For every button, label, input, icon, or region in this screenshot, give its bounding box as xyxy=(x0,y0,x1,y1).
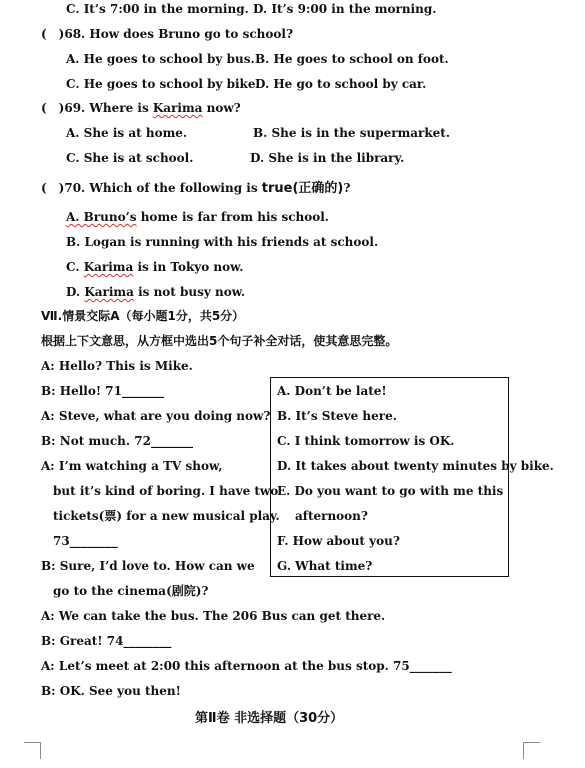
dialogue-line: A: Steve, what are you doing now? xyxy=(41,409,271,423)
q70-stem xyxy=(41,181,350,196)
dialogue-line: A: We can take the bus. The 206 Bus can get there. xyxy=(41,609,386,623)
option-item: D. It takes about twenty minutes by bike. xyxy=(277,459,554,473)
q70-option-d-rest: is not busy now. xyxy=(133,285,246,299)
q70-option-d-name: Karima xyxy=(84,285,134,299)
q69-stem xyxy=(41,101,241,115)
q67-option-c: C. It’s 7:00 in the morning. xyxy=(66,2,249,16)
option-item: E. Do you want to go with me this xyxy=(277,484,504,498)
q70-option-c-pre: C. xyxy=(66,260,84,274)
option-item: G. What time? xyxy=(277,559,373,573)
dialogue-line: but it’s kind of boring. I have two xyxy=(53,484,279,498)
dialogue-line: B: OK. See you then! xyxy=(41,684,181,698)
q69-stem-post: now? xyxy=(202,101,241,115)
q68-option-c: C. He goes to school by bike. xyxy=(66,77,260,91)
q67-option-d: D. It’s 9:00 in the morning. xyxy=(253,2,437,16)
dialogue-line: B: Great! 74________ xyxy=(41,634,172,648)
dialogue-line: B: Hello! 71_______ xyxy=(41,384,164,398)
option-item: A. Don’t be late! xyxy=(277,384,387,398)
crop-mark-right xyxy=(523,742,540,759)
q70-option-a-name: A. Bruno’s xyxy=(66,210,137,224)
q70-option-c-rest: is in Tokyo now. xyxy=(133,260,244,274)
q70-option-d xyxy=(66,285,245,299)
q69-option-b: B. She is in the supermarket. xyxy=(253,126,451,140)
q70-stem-post: ? xyxy=(343,181,351,195)
dialogue-line: A: Let’s meet at 2:00 this afternoon at the bus stop. 75_______ xyxy=(41,659,452,673)
q70-option-a xyxy=(66,210,329,224)
section-heading: Ⅶ.情景交际A（每小题1分，共5分） xyxy=(41,309,245,323)
option-item: afternoon? xyxy=(295,509,368,523)
option-item: C. I think tomorrow is OK. xyxy=(277,434,455,448)
q70-stem-true: true(正确的) xyxy=(261,181,344,196)
dialogue-line: go to the cinema(剧院)? xyxy=(53,584,209,598)
option-item: F. How about you? xyxy=(277,534,400,548)
q70-stem-pre: ( )70. Which of the following is xyxy=(41,181,262,195)
section-instruction: 根据上下文意思，从方框中选出5个句子补全对话，使其意思完整。 xyxy=(41,334,398,348)
q68-stem: ( )68. How does Bruno go to school? xyxy=(41,27,294,41)
dialogue-line: 73________ xyxy=(53,534,118,548)
dialogue-line: A: I’m watching a TV show, xyxy=(41,459,223,473)
dialogue-line: A: Hello? This is Mike. xyxy=(41,359,193,373)
q70-option-a-rest: home is far from his school. xyxy=(136,210,329,224)
q68-option-d: D. He go to school by car. xyxy=(255,77,427,91)
q70-option-b: B. Logan is running with his friends at school. xyxy=(66,235,379,249)
q69-stem-name: Karima xyxy=(152,101,203,115)
dialogue-line: B: Not much. 72_______ xyxy=(41,434,193,448)
q70-option-d-pre: D. xyxy=(66,285,85,299)
q70-option-c-name: Karima xyxy=(83,260,134,274)
crop-mark-left xyxy=(24,742,41,759)
q69-option-c: C. She is at school. xyxy=(66,151,194,165)
part2-heading: 第Ⅱ卷 非选择题（30分） xyxy=(195,711,344,726)
q70-option-c xyxy=(66,260,243,274)
q69-option-a: A. She is at home. xyxy=(66,126,188,140)
q69-stem-pre: ( )69. Where is xyxy=(41,101,153,115)
q69-option-d: D. She is in the library. xyxy=(250,151,405,165)
option-item: B. It’s Steve here. xyxy=(277,409,397,423)
q68-option-b: B. He goes to school on foot. xyxy=(255,52,449,66)
dialogue-line: tickets(票) for a new musical play. xyxy=(53,509,280,523)
q68-option-a: A. He goes to school by bus. xyxy=(66,52,255,66)
dialogue-line: B: Sure, I’d love to. How can we xyxy=(41,559,255,573)
